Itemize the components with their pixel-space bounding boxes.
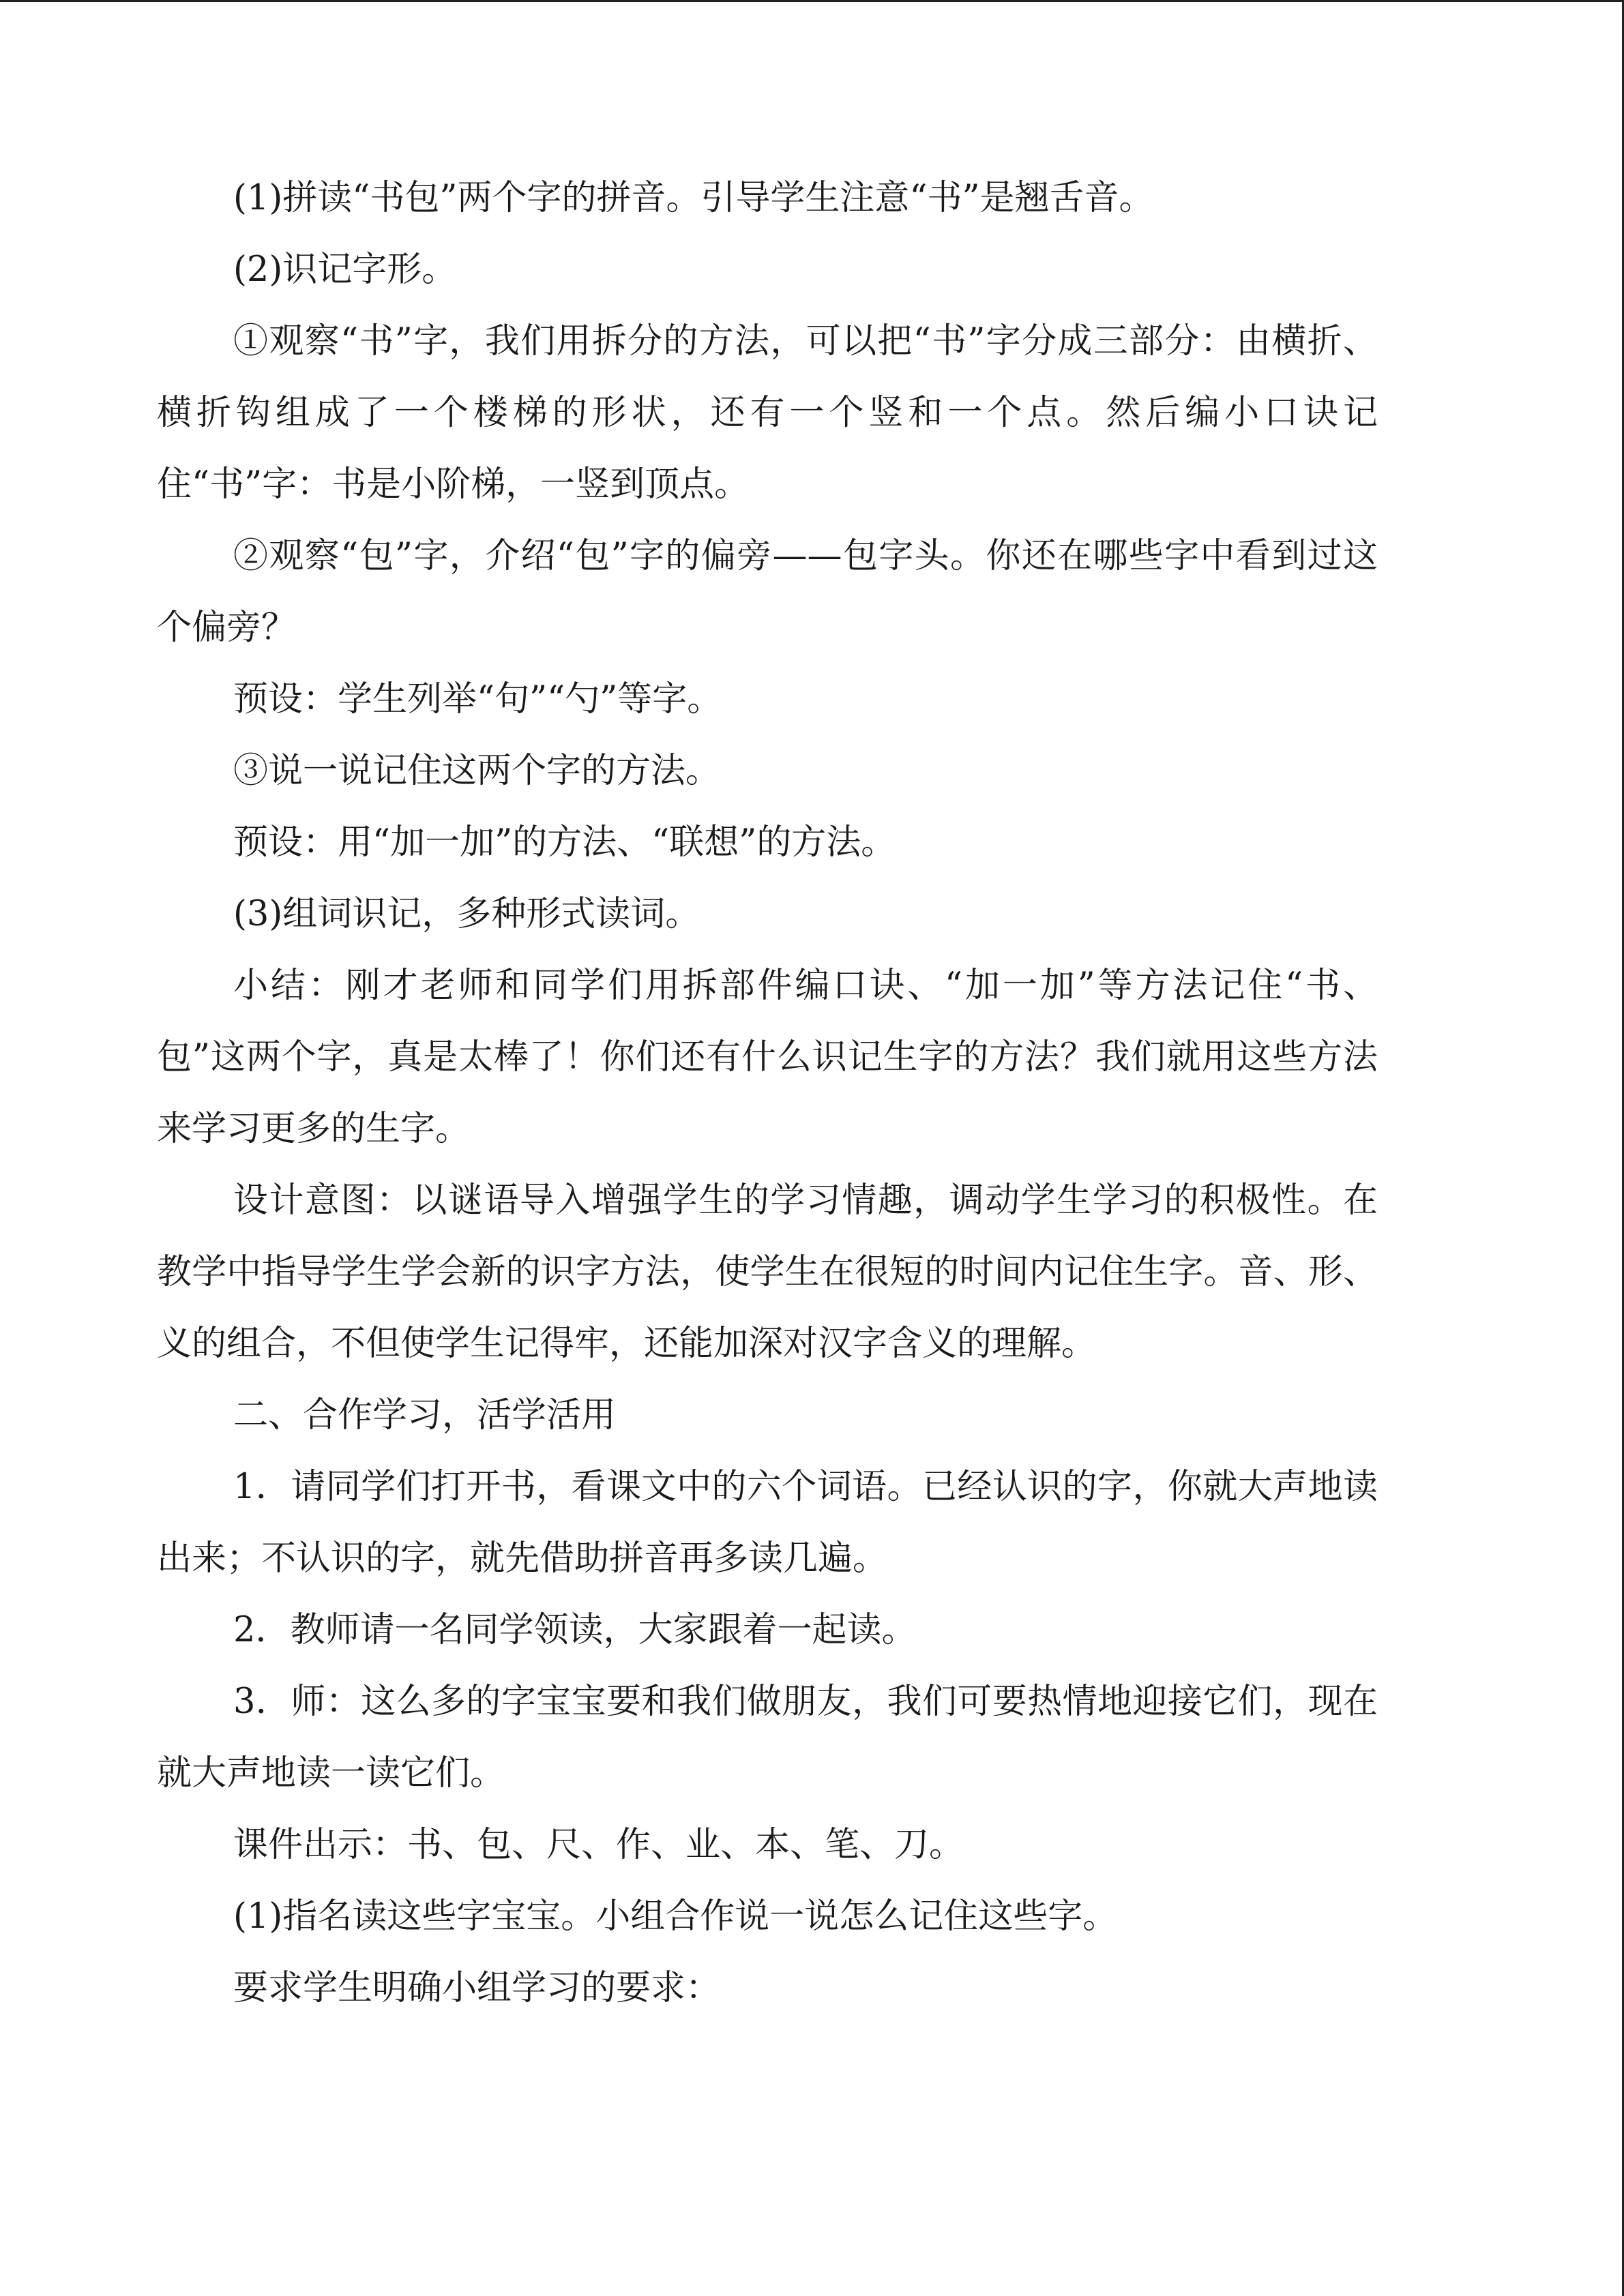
paragraph-pinyin-reading: (1)拼读“书包”两个字的拼音。引导学生注意“书”是翘舌音。 [233, 178, 1154, 218]
paragraph-memorize-shape: (2)识记字形。 [233, 250, 457, 290]
paragraph-design-intent: 设计意图：以谜语导入增强学生的学习情趣，调动学生学习的积极性。在教学中指导学生学会新的识字方法，使学生在很短的时间内记住生字。音、形、义的组合，不但使学生记得牢，还能加深对汉字含义的理解。 [157, 1180, 1378, 1364]
paragraph-preset-methods: 预设：用“加一加”的方法、“联想”的方法。 [233, 822, 896, 863]
paragraph-group-requirements: 要求学生明确小组学习的要求： [233, 1968, 721, 2008]
paragraph-step-1: 1．请同学们打开书，看课文中的六个词语。已经认识的字，你就大声地读出来；不认识的字，就先借助拼音再多读几遍。 [157, 1467, 1378, 1579]
paragraph-observe-shu: ①观察“书”字，我们用拆分的方法，可以把“书”字分成三部分：由横折、横折钩组成了一个楼梯的形状，还有一个竖和一个点。然后编小口诀记住“书”字：书是小阶梯，一竖到顶点。 [157, 321, 1378, 505]
paragraph-step-3: 3．师：这么多的字宝宝要和我们做朋友，我们可要热情地迎接它们，现在就大声地读一读它们。 [157, 1682, 1378, 1793]
paragraph-summary: 小结：刚才老师和同学们用拆部件编口诀、“加一加”等方法记住“书、包”这两个字，真是太棒了！你们还有什么识记生字的方法？我们就用这些方法来学习更多的生字。 [157, 966, 1378, 1149]
paragraph-word-forming: (3)组词识记，多种形式读词。 [233, 894, 700, 934]
paragraph-courseware-display: 课件出示：书、包、尺、作、业、本、笔、刀。 [233, 1825, 964, 1865]
document-body [157, 162, 1378, 2024]
paragraph-memory-methods: ③说一说记住这两个字的方法。 [233, 751, 721, 791]
page-border-top [0, 0, 1624, 2]
paragraph-observe-bao: ②观察“包”字，介绍“包”字的偏旁——包字头。你还在哪些字中看到过这个偏旁？ [157, 536, 1378, 648]
paragraph-step-2: 2．教师请一名同学领读，大家跟着一起读。 [233, 1610, 917, 1650]
section-heading-cooperative-learning: 二、合作学习，活学活用 [233, 1395, 617, 1435]
paragraph-preset-examples: 预设：学生列举“句”“勺”等字。 [233, 679, 722, 719]
paragraph-group-reading: (1)指名读这些字宝宝。小组合作说一说怎么记住这些字。 [233, 1896, 1118, 1937]
